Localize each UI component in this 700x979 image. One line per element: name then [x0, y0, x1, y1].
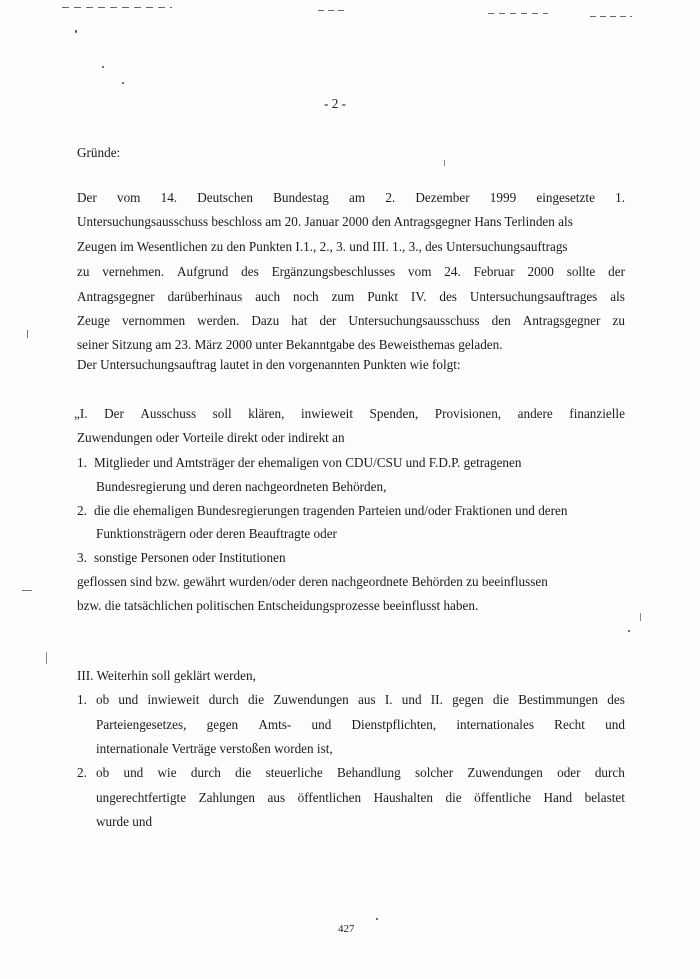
word: durch: [190, 765, 221, 780]
word: die: [445, 790, 462, 805]
word: und: [605, 717, 625, 732]
section-i-item1-text1: Mitglieder und Amtsträger der ehemaligen von CDU/CSU und F.D.P. getragenen: [94, 455, 522, 470]
word: Deutschen: [197, 190, 253, 205]
word: Bundestag: [273, 190, 329, 205]
scan-artifact: [488, 13, 548, 14]
word: vernehmen.: [102, 264, 165, 279]
scan-artifact: [75, 30, 77, 33]
word: Dazu: [251, 313, 280, 328]
word: am: [349, 190, 366, 205]
section-iii-item1-line1: [96, 692, 625, 708]
word: aus: [267, 790, 286, 805]
section-heading: Gründe:: [77, 145, 121, 160]
scan-artifact: [27, 330, 31, 338]
scan-artifact: [376, 918, 378, 920]
word: inwieweit: [300, 406, 353, 421]
section-i-item1-text2: Bundesregierung und deren nachgeordneten Behörden,: [96, 479, 387, 494]
word: Aufgrund: [177, 264, 229, 279]
word: durch: [594, 765, 625, 780]
scan-artifact: [122, 82, 124, 84]
word: I.: [384, 692, 393, 707]
word: des: [439, 289, 457, 304]
word: Ergänzungsbeschlusses: [271, 264, 396, 279]
word: Der: [77, 190, 97, 205]
word: öffentliche: [474, 790, 531, 805]
section-i-closing1: geflossen sind bzw. gewährt wurden/oder deren nachgeordnete Behörden zu beeinflussen: [77, 574, 548, 589]
section-iii-item1-line3: internationale Verträge verstoßen worden ist,: [96, 741, 333, 756]
word: eingesetzte: [536, 190, 595, 205]
word: die: [492, 692, 509, 707]
scan-artifact: [444, 160, 445, 166]
word: Dezember: [415, 190, 470, 205]
word: ob: [96, 692, 110, 707]
word: der: [319, 313, 337, 328]
para1-line8: Der Untersuchungsauftrag lautet in den vorgenannten Punkten wie folgt:: [77, 357, 461, 372]
section-i-closing2: bzw. die tatsächlichen politischen Entscheidungsprozesse beeinflusst haben.: [77, 598, 479, 613]
word: und: [401, 692, 422, 707]
scan-artifact: [640, 613, 641, 621]
word: andere: [517, 406, 553, 421]
word: finanzielle: [569, 406, 625, 421]
word: ob: [96, 765, 110, 780]
section-i-item2-number: 2.: [77, 503, 87, 518]
scan-artifact: [318, 10, 348, 11]
word: soll: [212, 406, 232, 421]
word: Zuwendungen: [467, 765, 543, 780]
para1-line5: [77, 289, 625, 305]
word: die: [247, 692, 265, 707]
word: Amts-: [258, 717, 292, 732]
para1-line6: [77, 313, 625, 329]
word: auch: [255, 289, 281, 304]
word: ungerechtfertigte: [96, 790, 187, 805]
word: Haushalten: [373, 790, 433, 805]
word: als: [610, 289, 625, 304]
section-i-item3-text1: sonstige Personen oder Institutionen: [94, 550, 286, 565]
word: inwieweit: [147, 692, 200, 707]
word: II.: [430, 692, 443, 707]
word: Recht: [554, 717, 585, 732]
word: Zuwendungen: [273, 692, 349, 707]
section-iii-item2-line2: [96, 790, 625, 806]
word: gegen: [452, 692, 484, 707]
word: der: [608, 264, 625, 279]
page-number-bottom: 427: [338, 923, 355, 935]
word: des: [241, 264, 259, 279]
scan-artifact: [62, 7, 172, 8]
para1-line2: Untersuchungsausschuss beschloss am 20. Januar 2000 den Antragsgegner Hans Terlinden als: [77, 214, 573, 229]
word: 14.: [160, 190, 178, 205]
section-iii-intro: III. Weiterhin soll geklärt werden,: [77, 668, 256, 683]
word: 2.: [385, 190, 396, 205]
word: Behandlung: [336, 765, 401, 780]
scan-artifact: [102, 66, 104, 68]
word: die: [235, 765, 252, 780]
section-iii-item1-number: 1.: [77, 692, 87, 707]
section-iii-item1-line2: [96, 717, 625, 733]
word: Untersuchungsausschuss: [348, 313, 480, 328]
word: belastet: [584, 790, 625, 805]
word: solcher: [415, 765, 454, 780]
word: werden.: [197, 313, 240, 328]
word: Februar: [473, 264, 515, 279]
word: Zeuge: [77, 313, 110, 328]
word: 2000: [527, 264, 554, 279]
word: wie: [157, 765, 177, 780]
word: noch: [293, 289, 319, 304]
word: Punkt: [367, 289, 398, 304]
page-number-top: - 2 -: [324, 96, 346, 111]
word: Ausschuss: [140, 406, 197, 421]
scan-artifact: [46, 652, 47, 664]
section-i-line2: Zuwendungen oder Vorteile direkt oder indirekt an: [77, 430, 345, 445]
word: Antragsgegner: [77, 289, 155, 304]
word: 1.: [615, 190, 625, 205]
word: IV.: [410, 289, 427, 304]
scan-artifact: [22, 590, 32, 591]
word: Untersuchungsauftrages: [469, 289, 598, 304]
word: aus: [358, 692, 376, 707]
word: 24.: [444, 264, 461, 279]
section-iii-item2-number: 2.: [77, 765, 87, 780]
word: zum: [331, 289, 355, 304]
word: Dienstpflichten,: [351, 717, 437, 732]
word: Zahlungen: [198, 790, 255, 805]
word: den: [491, 313, 511, 328]
word: durch: [208, 692, 239, 707]
word: Hand: [543, 790, 573, 805]
word: Parteiengesetzes,: [96, 717, 187, 732]
word: internationales: [456, 717, 534, 732]
para1-line7: seiner Sitzung am 23. März 2000 unter Bekanntgabe des Beweisthemas geladen.: [77, 337, 503, 352]
word: vernommen: [122, 313, 186, 328]
section-i-line1: [74, 406, 625, 422]
word: 1999: [489, 190, 517, 205]
word: vom: [116, 190, 141, 205]
word: klären,: [248, 406, 285, 421]
section-i-item3-number: 3.: [77, 550, 87, 565]
word: zu: [612, 313, 625, 328]
word: und: [311, 717, 332, 732]
word: steuerliche: [265, 765, 323, 780]
word: des: [607, 692, 625, 707]
word: und: [123, 765, 144, 780]
word: Der: [104, 406, 124, 421]
section-i-item2-text1: die die ehemaligen Bundesregierungen tragenden Parteien und/oder Fraktionen und deren: [94, 503, 568, 518]
scan-artifact: [590, 16, 632, 17]
word: „I.: [74, 406, 88, 421]
scan-artifact: [628, 630, 630, 632]
word: gegen: [206, 717, 239, 732]
para1-line4: [77, 264, 625, 280]
word: oder: [557, 765, 581, 780]
word: und: [118, 692, 139, 707]
para1-line3: Zeugen im Wesentlichen zu den Punkten I.1., 2., 3. und III. 1., 3., des Untersuchungsauftrags: [77, 239, 568, 254]
section-iii-item2-line3: wurde und: [96, 814, 153, 829]
section-iii-item2-line1: [96, 765, 625, 781]
word: öffentlichen: [297, 790, 362, 805]
word: zu: [77, 264, 90, 279]
word: Provisionen,: [434, 406, 502, 421]
para1-line1: [77, 190, 625, 206]
word: sollte: [566, 264, 596, 279]
section-i-item1-number: 1.: [77, 455, 87, 470]
word: darüberhinaus: [167, 289, 243, 304]
section-i-item2-text2: Funktionsträgern oder deren Beauftragte oder: [96, 526, 337, 541]
word: vom: [408, 264, 432, 279]
word: Antragsgegner: [522, 313, 601, 328]
word: Spenden,: [369, 406, 419, 421]
word: hat: [291, 313, 308, 328]
word: Bestimmungen: [518, 692, 599, 707]
